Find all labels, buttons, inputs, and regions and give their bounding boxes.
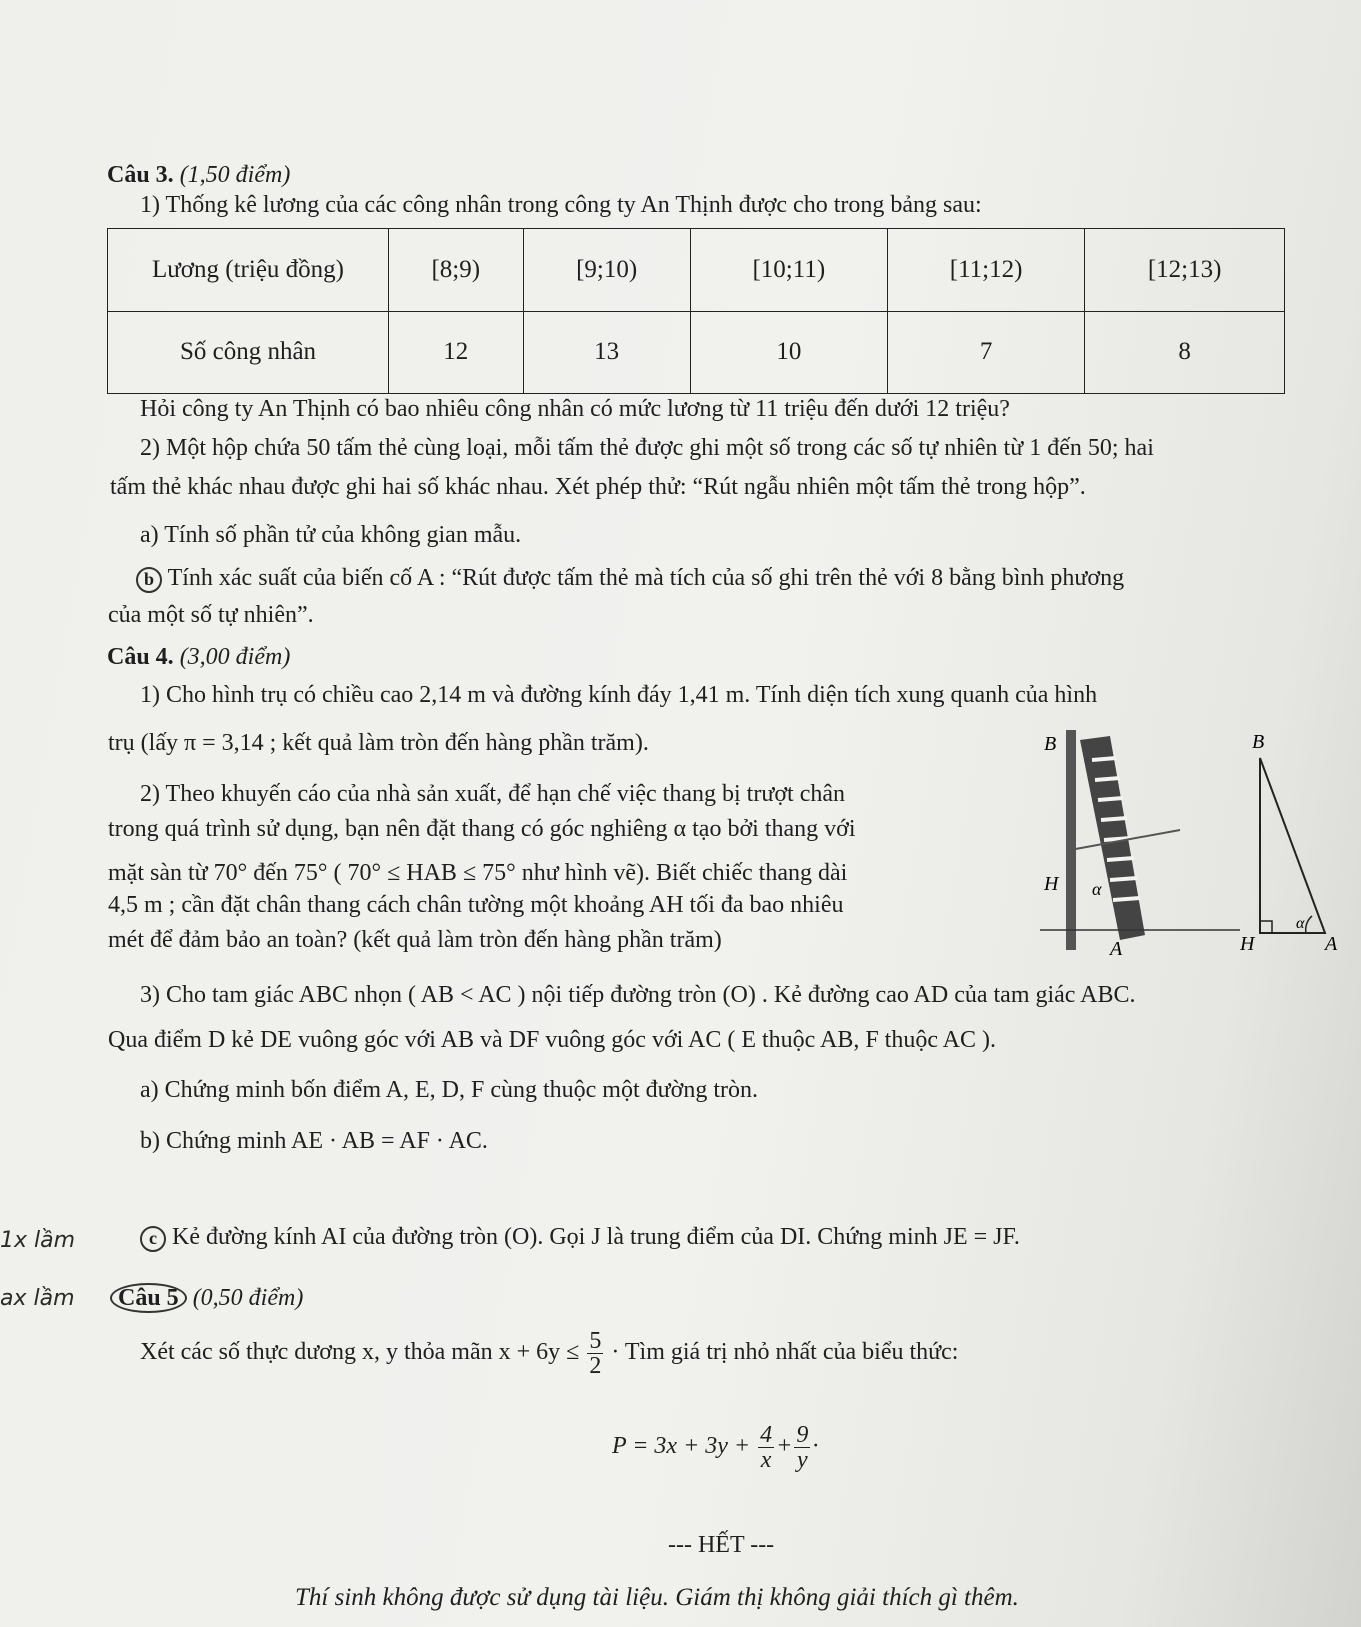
frac-num: 4 [760, 1421, 773, 1448]
label-alpha: α [1296, 915, 1305, 932]
frac-num: 9 [796, 1421, 809, 1448]
table-cell: [9;10) [523, 229, 690, 312]
table-cell: 7 [887, 311, 1084, 394]
q3-part2-line2: tấm thẻ khác nhau được ghi hai số khác nhau. Xét phép thử: “Rút ngẫu nhiên một tấm thẻ trong hộp”. [110, 474, 1086, 500]
q4-part2-line4: 4,5 m ; cần đặt chân thang cách chân tường một khoảng AH tối đa bao nhiêu [108, 892, 844, 918]
table-cell: 8 [1085, 311, 1285, 394]
salary-table [107, 228, 1285, 394]
frac-den: y [797, 1446, 808, 1473]
table-row [108, 229, 1285, 312]
q3-part1-question: Hỏi công ty An Thịnh có bao nhiêu công nhân có mức lương từ 11 triệu đến dưới 12 triệu? [140, 396, 1010, 422]
label-H: H [1240, 933, 1255, 955]
q4-part3-a: a) Chứng minh bốn điểm A, E, D, F cùng thuộc một đường tròn. [140, 1077, 758, 1103]
label-B: B [1044, 733, 1057, 755]
q5-statement [140, 1322, 958, 1382]
table-cell: [12;13) [1085, 229, 1285, 312]
handwritten-note-1: 1x lầm [0, 1228, 76, 1253]
q4-points: (3,00 điểm) [179, 644, 291, 670]
label-B: B [1252, 731, 1265, 753]
circled-b-mark: b [136, 567, 162, 593]
table-cell: [10;11) [690, 229, 887, 312]
q4-part1-line2: trụ (lấy π = 3,14 ; kết quả làm tròn đến hàng phần trăm). [108, 730, 649, 756]
footer-note: Thí sinh không được sử dụng tài liệu. Giám thị không giải thích gì thêm. [295, 1584, 1019, 1611]
fraction-4-x [758, 1423, 774, 1472]
q3-title: Câu 3. [107, 162, 174, 188]
q3-part2-line1: 2) Một hộp chứa 50 tấm thẻ cùng loại, mỗi tấm thẻ được ghi một số trong các số tự nhiên từ 1 đến 50; hai [140, 435, 1154, 461]
table-row [108, 311, 1285, 394]
frac-num: 5 [589, 1327, 602, 1354]
right-angle-mark [1260, 921, 1272, 933]
q4-part3-c [140, 1222, 1020, 1252]
triangle-figure [1240, 728, 1340, 958]
expr-part: P = 3x + 3y + [612, 1433, 751, 1459]
q4-part2-line3: mặt sàn từ 70° đến 75° ( 70° ≤ HAB ≤ 75° như hình vẽ). Biết chiếc thang dài [108, 860, 848, 886]
table-header-salary: Lương (triệu đồng) [108, 229, 389, 312]
q4-part2-line5: mét để đảm bảo an toàn? (kết quả làm tròn đến hàng phần trăm) [108, 927, 722, 953]
q5-points: (0,50 điểm) [192, 1285, 304, 1311]
q3-b-line1 [136, 563, 1124, 593]
q5-text-a: Xét các số thực dương x, y thỏa mãn x + 6y ≤ [140, 1339, 580, 1365]
handwritten-note-2: ax lầm [0, 1286, 75, 1311]
q4-part1-line1: 1) Cho hình trụ có chiều cao 2,14 m và đường kính đáy 1,41 m. Tính diện tích xung quanh của hình [140, 682, 1098, 708]
table-cell: [8;9) [389, 229, 524, 312]
table-cell: 13 [523, 311, 690, 394]
frac-den: 2 [589, 1352, 602, 1379]
q3-heading [107, 160, 290, 190]
triangle-BHA [1260, 758, 1325, 933]
end-marker: --- HẾT --- [668, 1532, 775, 1558]
q5-heading [110, 1283, 303, 1313]
circled-c-mark: c [140, 1226, 166, 1252]
ladder-figure [1040, 730, 1240, 960]
q3-a: a) Tính số phần tử của không gian mẫu. [140, 522, 522, 548]
angle-arc [1306, 916, 1312, 933]
table-cell: [11;12) [887, 229, 1084, 312]
label-H: H [1044, 873, 1059, 895]
q4-part2-line1: 2) Theo khuyến cáo của nhà sản xuất, để hạn chế việc thang bị trượt chân [140, 781, 845, 807]
fraction-9-y [794, 1423, 810, 1472]
table-cell: 10 [690, 311, 887, 394]
q3-b-text: Tính xác suất của biến cố A : “Rút được tấm thẻ mà tích của số ghi trên thẻ với 8 bằng bình phương [167, 565, 1125, 591]
q4-part2-line2: trong quá trình sử dụng, bạn nên đặt thang có góc nghiêng α tạo bởi thang với [108, 816, 856, 842]
q5-expression: P = 3x + 3y + $\frac{4}{x}$ + $\frac{9}{y}$ · [612, 1421, 819, 1473]
q4-heading [107, 642, 290, 672]
q3-b-line2: của một số tự nhiên”. [108, 602, 314, 628]
q3-points: (1,50 điểm) [179, 162, 291, 188]
q5-title: Câu 5 [110, 1283, 187, 1313]
q4-c-text: Kẻ đường kính AI của đường tròn (O). Gọi J là trung điểm của DI. Chứng minh JE = JF. [172, 1224, 1020, 1250]
fraction-5-2 [587, 1329, 603, 1378]
q3-part1: 1) Thống kê lương của các công nhân trong công ty An Thịnh được cho trong bảng sau: [140, 192, 982, 218]
table-header-workers: Số công nhân [108, 311, 389, 394]
q4-part3-b: b) Chứng minh AE · AB = AF · AC. [140, 1128, 488, 1154]
q4-title: Câu 4. [107, 644, 174, 670]
wall [1066, 730, 1076, 950]
label-A: A [1325, 933, 1338, 955]
label-alpha: α [1092, 879, 1102, 899]
q5-text-b: · Tìm giá trị nhỏ nhất của biểu thức: [611, 1339, 959, 1365]
q4-part3-line2: Qua điểm D kẻ DE vuông góc với AB và DF vuông góc với AC ( E thuộc AB, F thuộc AC ). [108, 1027, 996, 1053]
label-A: A [1110, 938, 1123, 960]
q4-part3-line1: 3) Cho tam giác ABC nhọn ( AB < AC ) nội tiếp đường tròn (O) . Kẻ đường cao AD của tam giác ABC. [140, 982, 1136, 1008]
frac-den: x [760, 1446, 772, 1473]
table-cell: 12 [389, 311, 524, 394]
